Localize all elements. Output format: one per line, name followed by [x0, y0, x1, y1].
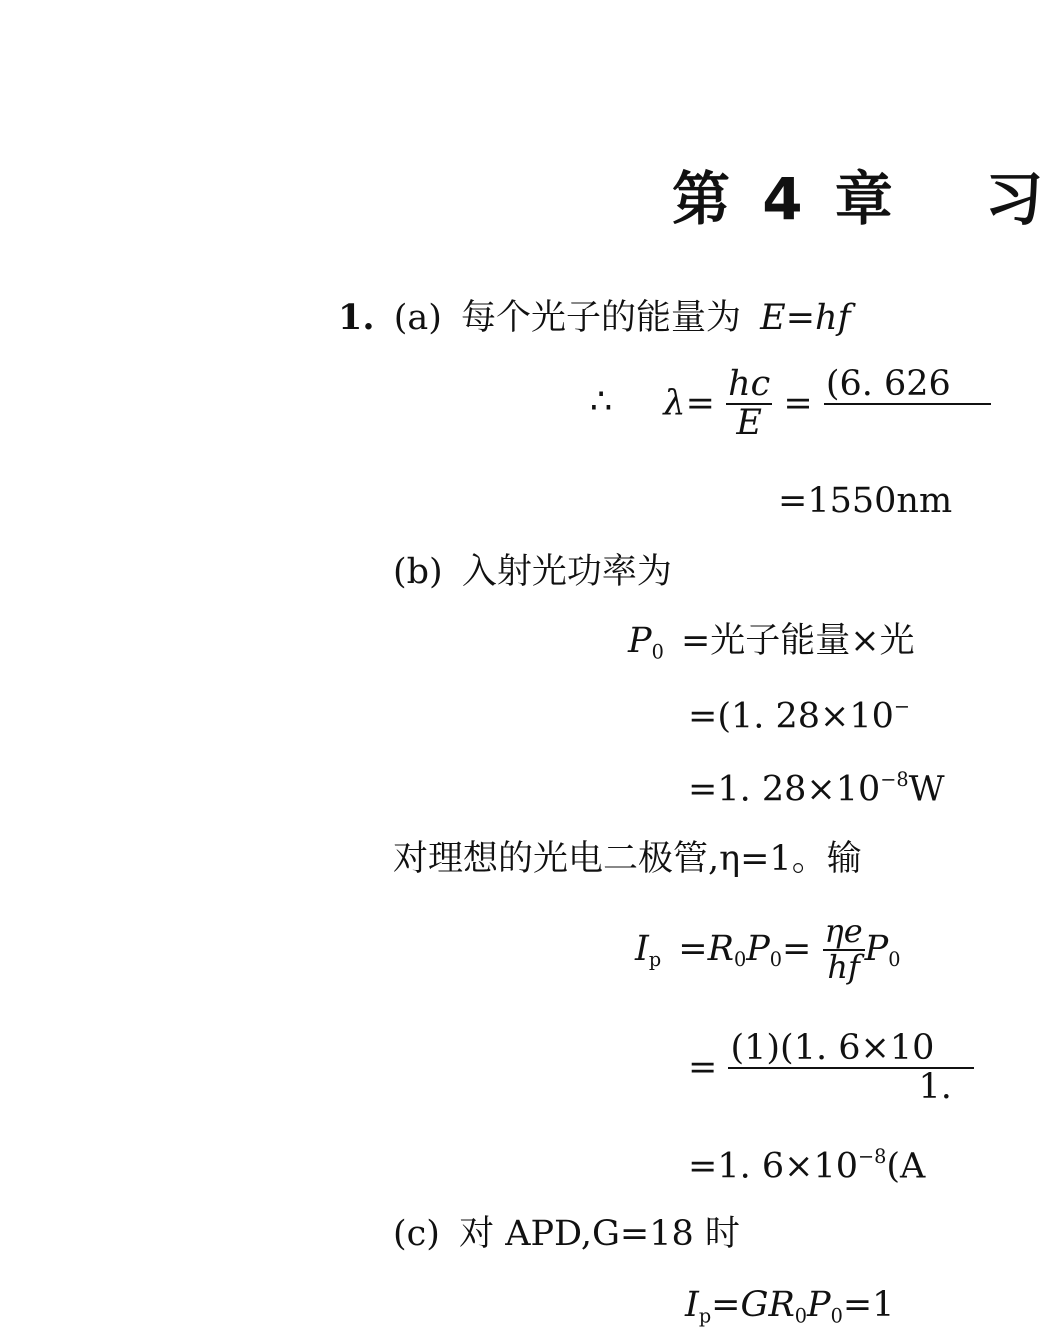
- r0-subscript: 0: [733, 947, 747, 971]
- p0-symbol: P: [628, 621, 652, 661]
- part-a-line: [338, 297, 851, 338]
- apd-rhs-gr: =GR: [711, 1285, 795, 1325]
- ip-rhs-p-tail: P: [864, 929, 889, 970]
- planck-fraction: [824, 366, 991, 442]
- hf-denominator: hf: [827, 947, 860, 986]
- problem-number: 1.: [338, 297, 375, 338]
- therefore-symbol: ∴: [590, 382, 613, 423]
- p0-line-3-text: =1. 28×10: [688, 769, 881, 810]
- part-a-label: (a): [393, 298, 442, 338]
- lambda-lhs: λ=: [663, 383, 715, 424]
- ip-line-2-fraction: [728, 1030, 974, 1106]
- ip-line-3-sup: −8: [857, 1145, 887, 1168]
- apd-ip-equation: [685, 1285, 895, 1328]
- lambda-result: =1550nm: [778, 481, 953, 521]
- planck-numerator: (6. 626: [824, 366, 991, 405]
- chapter-title: [672, 165, 1049, 233]
- p0-line-3-sup: −8: [880, 768, 909, 791]
- apd-rhs-p: P: [807, 1285, 831, 1325]
- p0-line-3-unit: W: [908, 769, 945, 810]
- part-b-line: [393, 552, 672, 592]
- p0-rhs: =光子能量×光: [680, 621, 915, 661]
- p0-line-2-text: =(1. 28×10: [688, 696, 894, 737]
- p0-equation: [628, 621, 915, 664]
- p0-subscript-3: 0: [888, 947, 901, 971]
- part-b-label: (b): [393, 552, 443, 592]
- hc-over-e-fraction: [726, 366, 772, 442]
- ip-equation: [635, 912, 901, 986]
- apd-p0-subscript: 0: [830, 1304, 843, 1328]
- ideal-photodiode-text: 对理想的光电二极管,η=1。输: [393, 839, 862, 879]
- apd-ip-symbol: I: [685, 1285, 699, 1325]
- fraction-denominator: E: [736, 402, 762, 443]
- p0-subscript-2: 0: [769, 947, 783, 971]
- ip-rhs-eq: =: [782, 929, 812, 970]
- ip-line-2-numerator: (1)(1. 6×10: [728, 1030, 974, 1069]
- part-b-text: 入射光功率为: [461, 552, 672, 592]
- ip-subscript: p: [648, 947, 662, 971]
- ip-line-3: [688, 1145, 926, 1187]
- equals-sign: =: [783, 383, 813, 424]
- part-c-text: 对 APD,G=18 时: [459, 1214, 740, 1254]
- ip-line-2-denominator: 1.: [918, 1066, 952, 1107]
- lambda-equation: [590, 366, 991, 442]
- part-a-text: 每个光子的能量为: [461, 298, 742, 338]
- p0-line-2-sup: −: [893, 695, 911, 718]
- apd-r0-subscript: 0: [794, 1304, 808, 1328]
- ip-line-2-eq: =: [688, 1047, 718, 1088]
- ip-rhs-p: P: [746, 929, 770, 970]
- eta-e-numerator: ηe: [824, 912, 863, 950]
- ip-symbol: I: [635, 929, 649, 970]
- eta-e-over-hf-fraction: [823, 912, 865, 986]
- p0-subscript: 0: [651, 640, 664, 664]
- part-c-label: (c): [393, 1214, 440, 1254]
- ip-rhs-r: =R: [678, 929, 734, 970]
- apd-ip-subscript: p: [698, 1304, 712, 1328]
- p0-line-3: [688, 768, 945, 810]
- chapter-title-cut: 习: [984, 165, 1049, 233]
- p0-line-2: [688, 695, 911, 737]
- ip-line-3-text: =1. 6×10: [688, 1146, 858, 1187]
- energy-formula: E=hf: [760, 298, 851, 338]
- chapter-title-text: 第 4 章: [672, 165, 899, 233]
- ip-line-3-unit: (A: [886, 1146, 926, 1187]
- ip-line-2: [688, 1030, 974, 1106]
- fraction-numerator: hc: [728, 364, 771, 404]
- part-c-line: [393, 1214, 740, 1254]
- apd-rhs-result: =1: [842, 1285, 895, 1325]
